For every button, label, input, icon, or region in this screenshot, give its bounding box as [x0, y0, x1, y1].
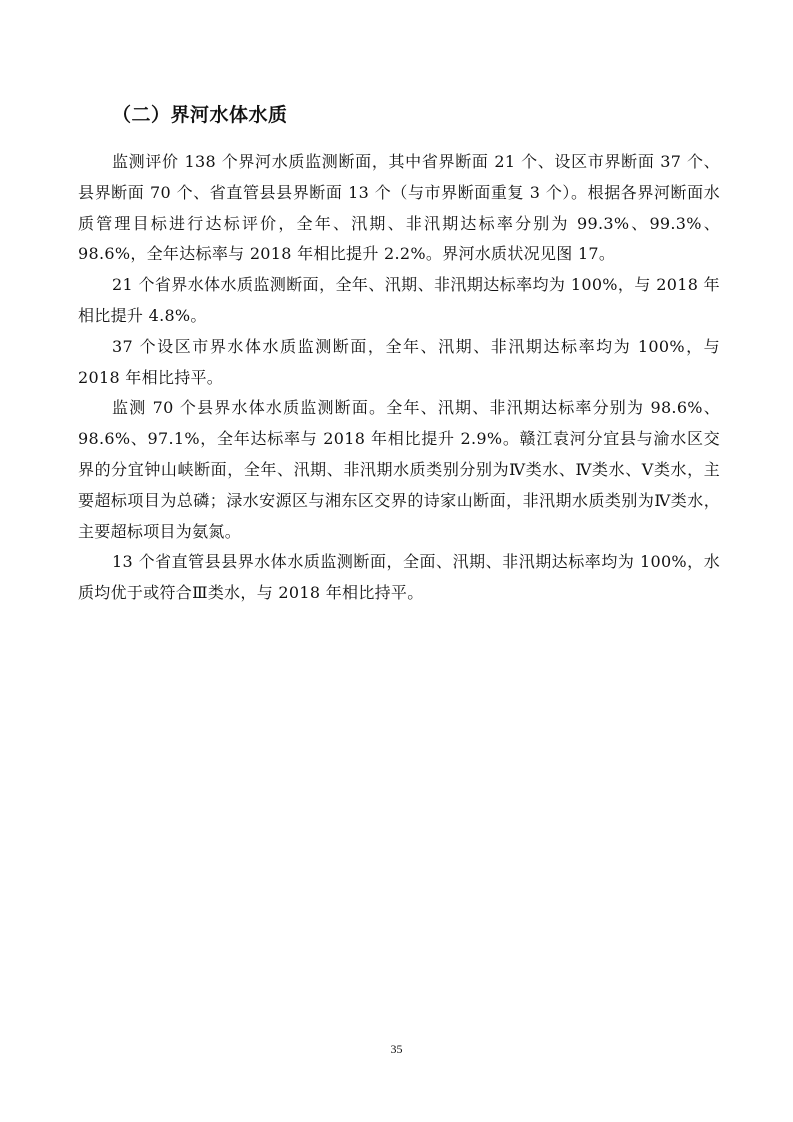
paragraph-city-boundary: 37 个设区市界水体水质监测断面，全年、汛期、非汛期达标率均为 100%，与 2018 年相比持平。 [78, 336, 720, 387]
page-number: 35 [390, 1042, 403, 1056]
section-heading: （二）界河水体水质 [112, 104, 288, 126]
body-text [78, 147, 720, 609]
paragraph-direct-county-boundary: 13 个省直管县县界水体水质监测断面，全面、汛期、非汛期达标率均为 100%，水质均优于或符合Ⅲ类水，与 2018 年相比持平。 [78, 552, 720, 603]
paragraph-monitoring-overview: 监测评价 138 个界河水质监测断面，其中省界断面 21 个、设区市界断面 37 个、县界断面 70 个、省直管县县界断面 13 个（与市界断面重复 3 个）。根据各界河断面水质管理目标进行达标评价，全年、汛期、非汛期达标率分别为 99.3%、99.3%、98.6%，全年达标率与 2018 年相比提升 2.2%。界河水质状况见图 17。 [78, 152, 720, 264]
paragraph-county-boundary: 监测 70 个县界水体水质监测断面。全年、汛期、非汛期达标率分别为 98.6%、98.6%、97.1%，全年达标率与 2018 年相比提升 2.9%。赣江袁河分宜县与渝水区交界的分宜钟山峡断面，全年、汛期、非汛期水质类别分别为Ⅳ类水、Ⅳ类水、Ⅴ类水，主要超标项目为总磷；渌水安源区与湘东区交界的诗家山断面，非汛期水质类别为Ⅳ类水，主要超标项目为氨氮。 [78, 398, 720, 541]
paragraph-provincial-boundary: 21 个省界水体水质监测断面，全年、汛期、非汛期达标率均为 100%，与 2018 年相比提升 4.8%。 [78, 275, 720, 325]
